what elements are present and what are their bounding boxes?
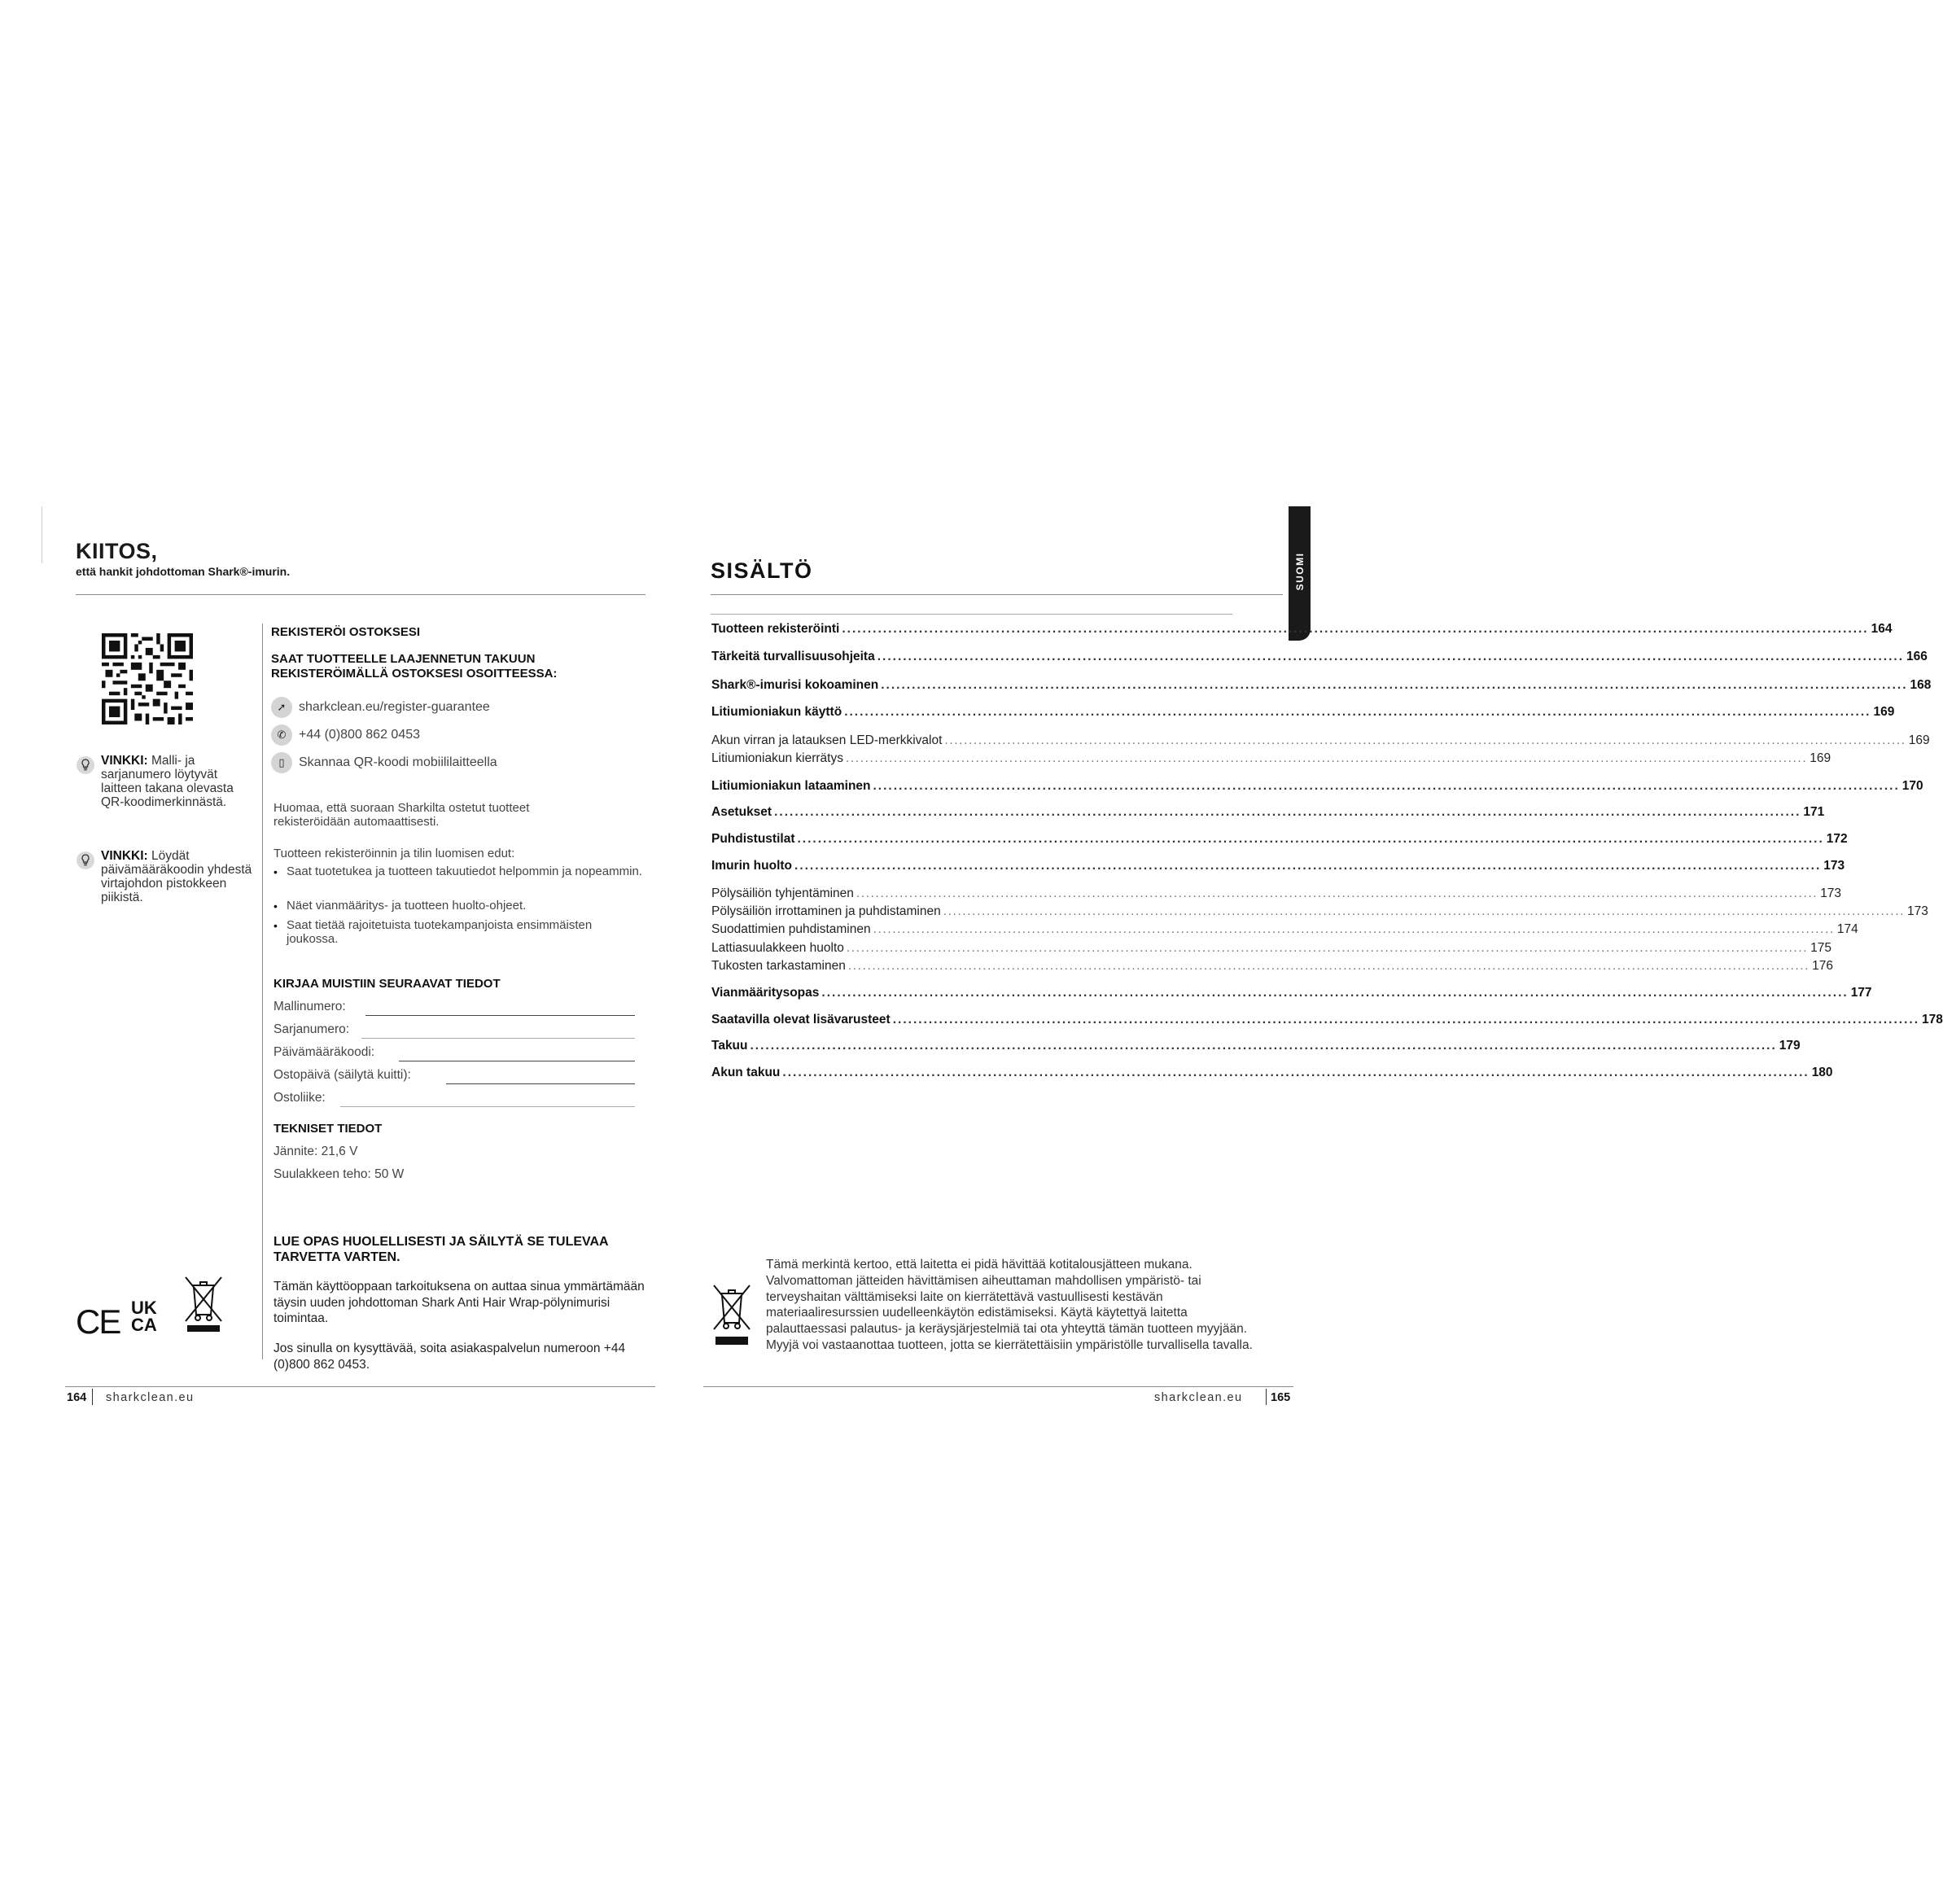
toc-entry[interactable] bbox=[711, 733, 1930, 748]
toc-entry-title: Asetukset bbox=[711, 805, 772, 819]
toc-leader-dots: ........................................................................................................................................................................................................ bbox=[774, 805, 1801, 819]
weee-disposal-text: Tämä merkintä kertoo, että laitetta ei pidä hävittää kotitalousjätteen mukana. Valvomattoman jätteiden hävittämisen aiheuttaman mahdollisen ympäristö- tai terveyshaitan välttämiseksi laite on kierrätettävä vastuullisesti kestävän materiaaliresurssien uudelleenkäytön edistämiseksi. Käytä käytettyä laitetta palauttaessasi palautus- ja keräysjärjestelmiä tai ota yhteyttä tämän tuotteen myyjään. Myyjä voi vastaanottaa tuotteen, jotta se kierrätettäisiin ympäristölle turvallisella tavalla. bbox=[766, 1258, 1253, 1352]
model-number-field[interactable]: Mallinumero: bbox=[274, 1000, 635, 1018]
lightbulb-icon bbox=[76, 755, 95, 775]
tip-date-code bbox=[76, 849, 255, 904]
weee-bin-icon bbox=[711, 1282, 753, 1347]
toc-leader-dots: ........................................................................................................................................................................................................ bbox=[873, 922, 1835, 936]
toc-entry-title: Akun virran ja latauksen LED-merkkivalot bbox=[711, 733, 943, 747]
toc-entry-page: 164 bbox=[1871, 622, 1893, 636]
register-note: rekisteröidään automaattisesti. bbox=[274, 815, 440, 829]
toc-entry[interactable] bbox=[711, 986, 1872, 1000]
register-url-row[interactable] bbox=[271, 697, 490, 718]
toc-entry[interactable] bbox=[711, 805, 1825, 820]
register-subheading: SAAT TUOTTEELLE LAAJENNETUN TAKUUN bbox=[271, 652, 536, 666]
toc-title: SISÄLTÖ bbox=[711, 558, 813, 583]
toc-leader-dots: ........................................................................................................................................................................................................ bbox=[794, 859, 1822, 873]
register-note: Huomaa, että suoraan Sharkilta ostetut tuotteet bbox=[274, 801, 530, 815]
toc-entry[interactable] bbox=[711, 922, 1858, 937]
toc-leader-dots: ........................................................................................................................................................................................................ bbox=[842, 622, 1869, 636]
spec-voltage: Jännite: 21,6 V bbox=[274, 1145, 358, 1158]
toc-entry-title: Lattiasuulakkeen huolto bbox=[711, 941, 844, 955]
toc-entry-page: 170 bbox=[1901, 779, 1923, 793]
toc-entry[interactable] bbox=[711, 904, 1928, 919]
footer-divider bbox=[92, 1389, 93, 1405]
phone-icon: ✆ bbox=[271, 724, 292, 746]
register-phone-row[interactable] bbox=[271, 724, 420, 746]
toc-leader-dots: ........................................................................................................................................................................................................ bbox=[846, 941, 1809, 955]
toc-leader-dots: ........................................................................................................................................................................................................ bbox=[944, 733, 1906, 747]
toc-top-rule bbox=[711, 614, 1232, 615]
toc-entry-title: Puhdistustilat bbox=[711, 832, 795, 846]
toc-entry-page: 169 bbox=[1873, 705, 1895, 719]
mouse-pointer-icon: ➚ bbox=[271, 697, 292, 718]
toc-entry[interactable] bbox=[711, 959, 1833, 974]
toc-entry-page: 173 bbox=[1820, 886, 1842, 900]
title-divider bbox=[76, 594, 645, 595]
intro-paragraph: Tämän käyttöoppaan tarkoituksena on auttaa sinua ymmärtämään täysin uuden johdottoman Shark Anti Hair Wrap-pölynimurisi toimintaa. bbox=[274, 1280, 645, 1325]
mobile-phone-icon: ▯ bbox=[271, 752, 292, 773]
ukca-mark: UK CA bbox=[131, 1298, 157, 1335]
toc-entry[interactable] bbox=[711, 1039, 1801, 1053]
toc-entry-title: Suodattimien puhdistaminen bbox=[711, 922, 871, 936]
toc-entry-title: Pölysäiliön irrottaminen ja puhdistaminen bbox=[711, 904, 941, 918]
contact-paragraph: Jos sinulla on kysyttävää, soita asiakaspalvelun numeroon +44 (0)800 862 0453. bbox=[274, 1342, 626, 1372]
register-scan-text: Skannaa QR-koodi mobiililaitteella bbox=[299, 755, 497, 770]
toc-entry-page: 166 bbox=[1906, 650, 1928, 663]
toc-entry-page: 177 bbox=[1850, 986, 1872, 1000]
toc-entry[interactable] bbox=[711, 1066, 1833, 1080]
register-url[interactable]: sharkclean.eu/register-guarantee bbox=[299, 700, 490, 715]
benefit-item: • Saat tietää rajoitetuista tuotekampanjoista ensimmäisten joukossa. bbox=[274, 918, 593, 946]
qr-code-icon[interactable] bbox=[102, 633, 193, 724]
toc-title-divider bbox=[711, 594, 1283, 595]
benefits-intro: Tuotteen rekisteröinnin ja tilin luomisen edut: bbox=[274, 847, 515, 860]
toc-leader-dots: ........................................................................................................................................................................................................ bbox=[845, 751, 1808, 765]
toc-entry-page: 172 bbox=[1826, 832, 1848, 846]
toc-entry[interactable] bbox=[711, 832, 1848, 847]
read-manual-heading: LUE OPAS HUOLELLISESTI JA SÄILYTÄ SE TULEVAA TARVETTA VARTEN. bbox=[274, 1235, 609, 1264]
page-number-right: 165 bbox=[1271, 1391, 1291, 1404]
toc-entry-title: Litiumioniakun kierrätys bbox=[711, 751, 843, 765]
weee-bin-icon bbox=[182, 1274, 225, 1333]
toc-entry[interactable] bbox=[711, 751, 1831, 766]
footer-site-right[interactable]: sharkclean.eu bbox=[1154, 1391, 1243, 1404]
tip-label: VINKKI: bbox=[101, 849, 148, 863]
page-number-left: 164 bbox=[67, 1391, 87, 1404]
toc-entry[interactable] bbox=[711, 859, 1845, 873]
toc-entry-page: 169 bbox=[1810, 751, 1831, 765]
toc-entry[interactable] bbox=[711, 622, 1893, 637]
toc-entry-page: 180 bbox=[1811, 1066, 1833, 1079]
toc-leader-dots: ........................................................................................................................................................................................................ bbox=[892, 1013, 1919, 1026]
toc-leader-dots: ........................................................................................................................................................................................................ bbox=[750, 1039, 1777, 1053]
toc-entry-page: 173 bbox=[1907, 904, 1928, 918]
register-heading: REKISTERÖI OSTOKSESI bbox=[271, 625, 421, 639]
toc-leader-dots: ........................................................................................................................................................................................................ bbox=[847, 959, 1810, 973]
toc-leader-dots: ........................................................................................................................................................................................................ bbox=[881, 678, 1908, 692]
toc-entry-page: 175 bbox=[1810, 941, 1832, 955]
toc-entry[interactable] bbox=[711, 705, 1895, 720]
column-divider bbox=[262, 624, 263, 1359]
toc-leader-dots: ........................................................................................................................................................................................................ bbox=[873, 779, 1900, 793]
toc-entry-title: Tukosten tarkastaminen bbox=[711, 959, 846, 973]
toc-entry[interactable] bbox=[711, 650, 1928, 664]
purchase-date-field[interactable]: Ostopäivä (säilytä kuitti): bbox=[274, 1068, 635, 1086]
toc-leader-dots: ........................................................................................................................................................................................................ bbox=[877, 650, 1904, 663]
footer-divider bbox=[1266, 1389, 1267, 1405]
toc-entry-page: 169 bbox=[1908, 733, 1930, 747]
tip-text: Malli- ja sarjanumero löytyvät laitteen takana olevasta QR-koodimerkinnästä. bbox=[101, 754, 234, 809]
record-heading: KIRJAA MUISTIIN SEURAAVAT TIEDOT bbox=[274, 977, 501, 991]
toc-entry-title: Vianmääritysopas bbox=[711, 986, 820, 1000]
toc-entry-page: 176 bbox=[1812, 959, 1833, 973]
retailer-field[interactable]: Ostoliike: bbox=[274, 1091, 635, 1109]
register-phone[interactable]: +44 (0)800 862 0453 bbox=[299, 728, 421, 742]
footer-rule-right bbox=[703, 1386, 1293, 1387]
language-tab-label: SUOMI bbox=[1294, 552, 1306, 591]
benefit-item: • Saat tuotetukea ja tuotteen takuutiedot helpommin ja nopeammin. bbox=[274, 864, 642, 878]
toc-entry-title: Litiumioniakun käyttö bbox=[711, 705, 842, 719]
toc-entry[interactable] bbox=[711, 941, 1832, 956]
toc-entry-title: Tuotteen rekisteröinti bbox=[711, 622, 840, 636]
serial-number-field[interactable]: Sarjanumero: bbox=[274, 1022, 635, 1040]
lightbulb-icon bbox=[76, 851, 95, 870]
toc-entry-title: Tärkeitä turvallisuusohjeita bbox=[711, 650, 875, 663]
footer-rule-left bbox=[65, 1386, 655, 1387]
toc-leader-dots: ........................................................................................................................................................................................................ bbox=[943, 904, 1906, 918]
page-title: KIITOS, bbox=[76, 539, 158, 563]
date-code-field[interactable]: Päivämääräkoodi: bbox=[274, 1045, 635, 1063]
toc-entry-title: Takuu bbox=[711, 1039, 748, 1053]
spec-power: Suulakkeen teho: 50 W bbox=[274, 1167, 405, 1181]
toc-leader-dots: ........................................................................................................................................................................................................ bbox=[782, 1066, 1810, 1079]
toc-entry-title: Imurin huolto bbox=[711, 859, 793, 873]
benefit-item: • Näet vianmääritys- ja tuotteen huolto-ohjeet. bbox=[274, 899, 527, 913]
toc-entry-page: 178 bbox=[1922, 1013, 1943, 1026]
toc-entry-title: Litiumioniakun lataaminen bbox=[711, 779, 871, 793]
toc-entry[interactable] bbox=[711, 1013, 1943, 1027]
toc-entry-title: Shark®-imurisi kokoaminen bbox=[711, 678, 879, 692]
register-scan-row bbox=[271, 752, 497, 773]
tip-model-number bbox=[76, 754, 255, 809]
toc-entry-title: Saatavilla olevat lisävarusteet bbox=[711, 1013, 891, 1026]
toc-leader-dots: ........................................................................................................................................................................................................ bbox=[844, 705, 1871, 719]
toc-leader-dots: ........................................................................................................................................................................................................ bbox=[797, 832, 1824, 846]
toc-entry-title: Pölysäiliön tyhjentäminen bbox=[711, 886, 854, 900]
ce-mark: CE bbox=[76, 1302, 120, 1341]
toc-entry[interactable] bbox=[711, 886, 1842, 901]
footer-site-left[interactable]: sharkclean.eu bbox=[106, 1391, 195, 1404]
register-subheading: REKISTERÖIMÄLLÄ OSTOKSESI OSOITTEESSA: bbox=[271, 667, 558, 681]
toc-entry-page: 171 bbox=[1803, 805, 1825, 819]
page-subtitle: että hankit johdottoman Shark®-imurin. bbox=[76, 565, 291, 578]
toc-entry-page: 174 bbox=[1836, 922, 1858, 936]
toc-entry-page: 173 bbox=[1823, 859, 1845, 873]
toc-leader-dots: ........................................................................................................................................................................................................ bbox=[821, 986, 1849, 1000]
tip-text: Löydät päivämääräkoodin yhdestä virtajohdon pistokkeen piikistä. bbox=[101, 849, 252, 904]
specs-heading: TEKNISET TIEDOT bbox=[274, 1122, 383, 1136]
tip-label: VINKKI: bbox=[101, 754, 148, 768]
toc-leader-dots: ........................................................................................................................................................................................................ bbox=[856, 886, 1818, 900]
toc-entry-page: 179 bbox=[1779, 1039, 1801, 1053]
toc-entry-page: 168 bbox=[1910, 678, 1932, 692]
toc-entry-title: Akun takuu bbox=[711, 1066, 781, 1079]
toc-entry[interactable] bbox=[711, 678, 1932, 693]
toc-entry[interactable] bbox=[711, 779, 1923, 794]
